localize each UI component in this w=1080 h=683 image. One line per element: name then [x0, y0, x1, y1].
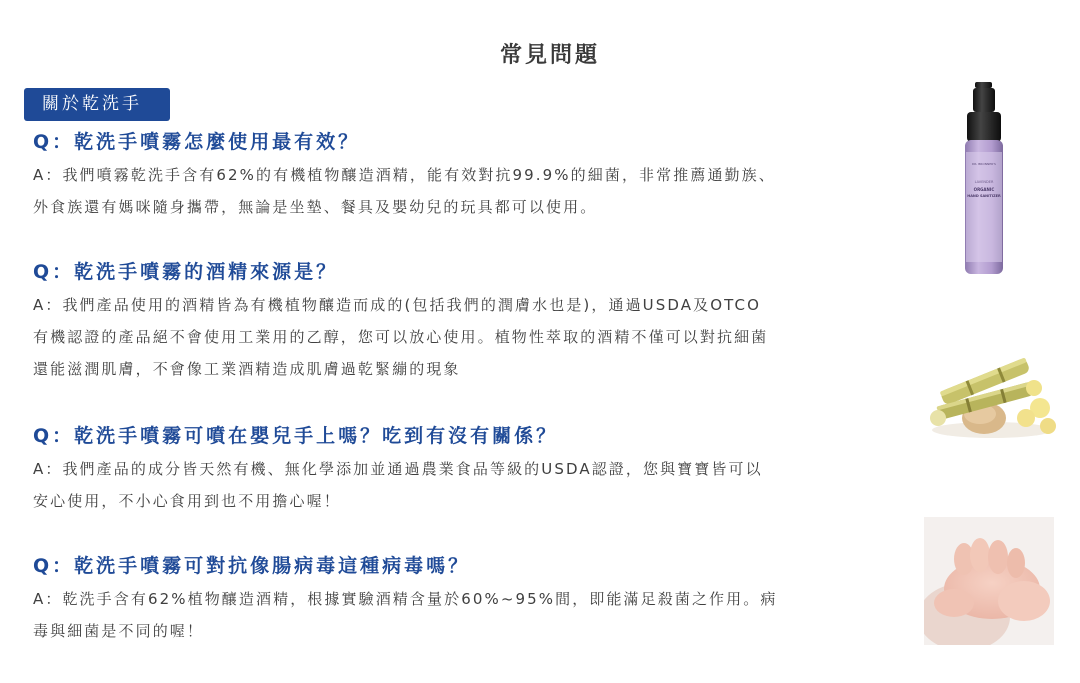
faq-answer-line: A：我們噴霧乾洗手含有62%的有機植物釀造酒精，能有效對抗99.9%的細菌，非常推薦通勤族、 — [33, 166, 776, 184]
faq-answer — [33, 159, 903, 223]
bottle-organic-label: ORGANIC — [973, 187, 995, 192]
faq-item-2 — [33, 258, 903, 385]
faq-question: Q：乾洗手噴霧可對抗像腸病毒這種病毒嗎？ — [33, 555, 471, 577]
faq-answer-line: 有機認證的產品絕不會使用工業用的乙醇，您可以放心使用。植物性萃取的酒精不僅可以對抗細菌 — [33, 328, 769, 346]
sugarcane-image — [922, 338, 1057, 443]
faq-answer-line: 外食族還有媽咪隨身攜帶，無論是坐墊、餐具及嬰幼兒的玩具都可以使用。 — [33, 198, 598, 216]
faq-answer-line: A：乾洗手含有62%植物釀造酒精，根據實驗酒精含量於60%~95%間，即能滿足殺菌之作用。病 — [33, 590, 778, 608]
section-tag: 關於乾洗手 — [24, 88, 170, 121]
faq-answer-line: 毒與細菌是不同的喔！ — [33, 622, 205, 640]
faq-answer-line: A：我們產品使用的酒精皆為有機植物釀造而成的(包括我們的潤膚水也是)，通過USDA及OTCO — [33, 296, 761, 314]
faq-answer-line: 安心使用，不小心食用到也不用擔心喔！ — [33, 492, 341, 510]
faq-question: Q：乾洗手噴霧怎麼使用最有效？ — [33, 131, 361, 153]
faq-item-3 — [33, 422, 903, 517]
faq-answer — [33, 583, 903, 647]
faq-answer — [33, 289, 903, 385]
faq-answer-line: 還能滋潤肌膚，不會像工業酒精造成肌膚過乾緊繃的現象 — [33, 360, 461, 378]
bottle-scent-label: LAVENDER — [974, 180, 994, 184]
faq-item-1 — [33, 128, 903, 223]
bottle-product-label: HAND SANITIZER — [967, 194, 1001, 198]
faq-answer — [33, 453, 903, 517]
sanitizer-bottle-image — [958, 80, 1010, 276]
baby-hands-image — [924, 517, 1054, 645]
bottle-brand-label: DR. BRONNER'S — [972, 162, 996, 166]
faq-item-4 — [33, 552, 903, 647]
page-title: 常見問題 — [499, 43, 600, 68]
faq-answer-line: A：我們產品的成分皆天然有機、無化學添加並通過農業食品等級的USDA認證，您與寶寶皆可以 — [33, 460, 763, 478]
faq-question: Q：乾洗手噴霧可噴在嬰兒手上嗎？吃到有沒有關係？ — [33, 425, 559, 447]
faq-question: Q：乾洗手噴霧的酒精來源是？ — [33, 261, 339, 283]
